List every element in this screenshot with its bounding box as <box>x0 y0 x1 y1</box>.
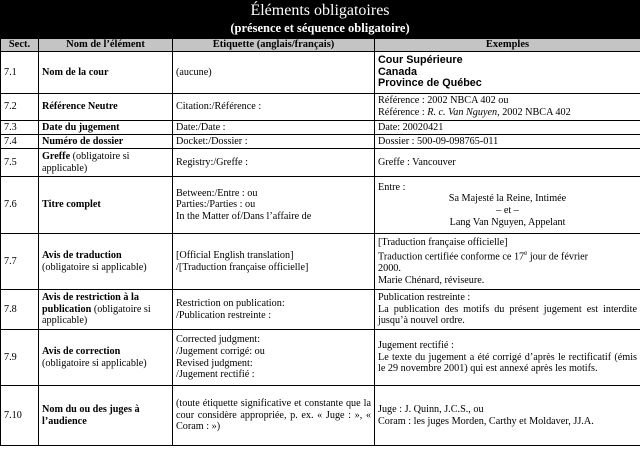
label-cell: Date:/Date : <box>173 121 375 135</box>
example-cell <box>375 330 640 386</box>
table-row <box>1 290 640 330</box>
example-line: Canada <box>378 65 418 78</box>
example-italic-text: R. c. Van Nguyen <box>427 107 498 118</box>
example-cell <box>375 290 640 330</box>
table-row <box>1 135 640 149</box>
label-line: Restriction on publication: <box>176 297 285 309</box>
col-header-sect: Sect. <box>1 39 39 52</box>
label-cell <box>173 330 375 386</box>
example-line: Marie Chénard, réviseure. <box>378 274 485 286</box>
label-line: /Publication restreinte : <box>176 309 272 321</box>
label-line: /[Traduction française officielle] <box>176 261 309 273</box>
example-line <box>378 248 637 263</box>
example-line: Province de Québec <box>378 77 482 90</box>
example-line: Sa Majesté la Reine, Intimée <box>448 193 567 205</box>
banner-subtitle: (présence et séquence obligatoire) <box>230 21 410 35</box>
col-header-examples: Exemples <box>375 39 640 52</box>
example-line: 2000. <box>378 263 401 275</box>
element-note: (obligatoire si applicable) <box>42 150 130 174</box>
label-line: /Jugement corrigé: ou <box>176 345 265 357</box>
label-cell: (aucune) <box>173 52 375 94</box>
label-line: /Jugement rectifié : <box>176 369 255 381</box>
label-cell: (toute étiquette significative et constante que la cour considère appropriée, p. ex. « Juge : », « Coram : ») <box>173 386 375 446</box>
example-cell <box>375 94 640 121</box>
sect-cell: 7.10 <box>1 386 39 446</box>
label-cell <box>173 177 375 234</box>
table-row <box>1 234 640 290</box>
example-line: Lang Van Nguyen, Appelant <box>449 216 566 228</box>
example-text: Traduction certifiée conforme ce 17 <box>378 251 525 263</box>
label-cell: Registry:/Greffe : <box>173 149 375 177</box>
label-line: Corrected judgment: <box>176 334 261 346</box>
element-name-cell: Titre complet <box>39 177 173 234</box>
element-name-cell: Nom de la cour <box>39 52 173 94</box>
element-name: Greffe <box>42 150 71 162</box>
example-line: Juge : J. Quinn, J.C.S., ou <box>378 403 484 415</box>
element-name-cell <box>39 234 173 290</box>
example-cell: Greffe : Vancouver <box>375 149 640 177</box>
label-cell <box>173 234 375 290</box>
sect-cell: 7.4 <box>1 135 39 149</box>
sect-cell: 7.2 <box>1 94 39 121</box>
header-row <box>1 39 640 52</box>
example-text: Référence : <box>378 107 428 118</box>
table-row <box>1 149 640 177</box>
element-name: Avis de traduction <box>42 249 122 261</box>
example-text: jour de février <box>527 251 589 263</box>
element-name-cell: Nom du ou des juges à l’audience <box>39 386 173 446</box>
table-row <box>1 177 640 234</box>
sect-cell: 7.6 <box>1 177 39 234</box>
label-line: Parties:/Parties : ou <box>176 199 256 211</box>
elements-table <box>0 38 640 446</box>
sect-cell: 7.7 <box>1 234 39 290</box>
label-cell: Docket:/Dossier : <box>173 135 375 149</box>
example-text: , 2002 NBCA 402 <box>497 107 571 118</box>
example-line: La publication des motifs du présent jugement est interdite jusqu’à nouvel ordre. <box>378 303 637 327</box>
element-name-cell: Référence Neutre <box>39 94 173 121</box>
sect-cell: 7.5 <box>1 149 39 177</box>
example-line: Entre : <box>378 181 406 193</box>
table-row <box>1 386 640 446</box>
example-superscript: e <box>524 249 528 258</box>
sect-cell: 7.1 <box>1 52 39 94</box>
element-name-cell: Numéro de dossier <box>39 135 173 149</box>
table-row <box>1 121 640 135</box>
example-cell <box>375 177 640 234</box>
label-cell <box>173 290 375 330</box>
banner-title: Éléments obligatoires <box>250 2 390 19</box>
example-line: [Traduction française officielle] <box>378 236 508 248</box>
example-cell <box>375 234 640 290</box>
example-line: Publication restreinte : <box>378 292 471 304</box>
element-name-cell <box>39 149 173 177</box>
example-line: Référence : 2002 NBCA 402 ou <box>378 95 509 107</box>
element-note: (obligatoire si applicable) <box>42 261 147 273</box>
table-row <box>1 330 640 386</box>
title-banner <box>0 0 640 38</box>
element-name: Avis de correction <box>42 345 121 357</box>
element-name: Avis de restriction à la publication <box>42 292 139 315</box>
sect-cell: 7.3 <box>1 121 39 135</box>
example-line: Cour Supérieure <box>378 54 463 67</box>
label-cell: Citation:/Référence : <box>173 94 375 121</box>
element-name-cell <box>39 330 173 386</box>
table-row <box>1 94 640 121</box>
col-header-element: Nom de l’élément <box>39 39 173 52</box>
example-cell <box>375 52 640 94</box>
label-line: Between:/Entre : ou <box>176 187 258 199</box>
col-header-label: Étiquette (anglais/français) <box>173 39 375 52</box>
element-name-cell: Date du jugement <box>39 121 173 135</box>
label-line: In the Matter of/Dans l’affaire de <box>176 210 312 222</box>
example-cell <box>375 386 640 446</box>
example-line: – et – <box>496 205 519 216</box>
element-note: (obligatoire si applicable) <box>42 357 147 369</box>
label-line: Revised judgment: <box>176 357 253 369</box>
sect-cell: 7.8 <box>1 290 39 330</box>
example-line: Coram : les juges Morden, Carthy et Moldaver, JJ.A. <box>378 415 594 427</box>
element-name-cell <box>39 290 173 330</box>
label-line: [Official English translation] <box>176 249 294 261</box>
table-row <box>1 52 640 94</box>
example-line <box>378 107 637 119</box>
example-cell: Dossier : 500-09-098765-011 <box>375 135 640 149</box>
example-cell: Date: 20020421 <box>375 121 640 135</box>
example-line: Le texte du jugement a été corrigé d’après le rectificatif (émis le 29 novembre 2001) qui est annexé après les motifs. <box>378 351 637 375</box>
sect-cell: 7.9 <box>1 330 39 386</box>
example-line: Jugement rectifié : <box>378 340 454 352</box>
element-note: (obligatoire si applicable) <box>42 303 151 327</box>
